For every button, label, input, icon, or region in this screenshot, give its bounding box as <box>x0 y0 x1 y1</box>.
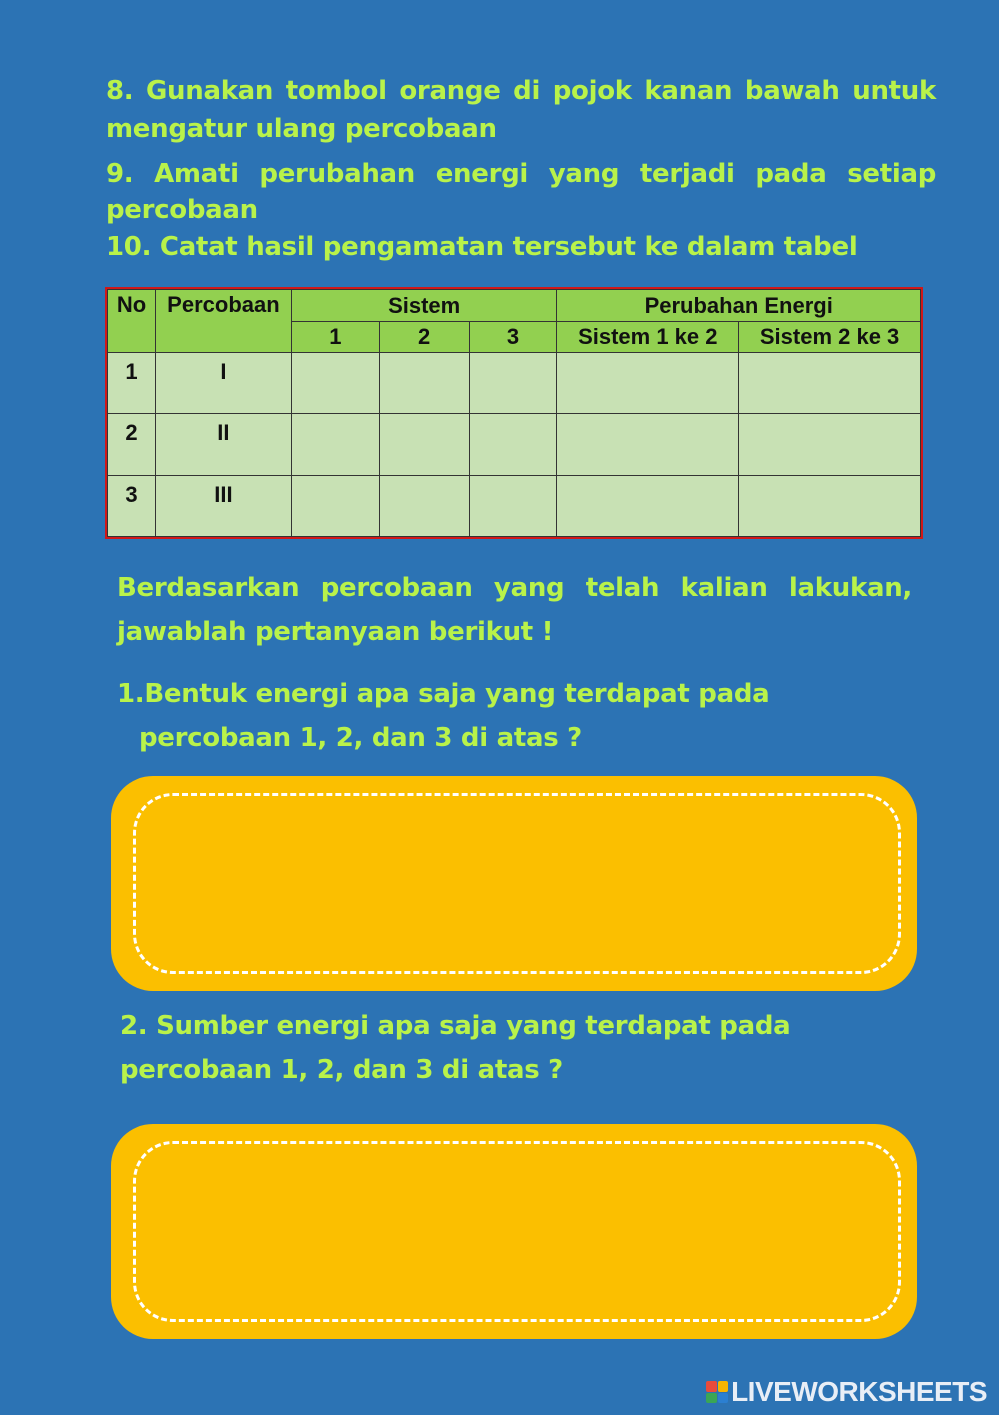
instruction-step-9: 9. Amati perubahan energi yang terjadi pada setiap percobaan <box>106 159 936 225</box>
table-row <box>108 414 921 475</box>
answer-1-input[interactable] <box>151 811 877 956</box>
instruction-step-10: 10. Catat hasil pengamatan tersebut ke dalam tabel <box>106 232 858 262</box>
liveworksheets-logo-icon <box>706 1381 728 1403</box>
liveworksheets-logo-text: LIVEWORKSHEETS <box>731 1376 987 1407</box>
observation-table <box>107 289 921 537</box>
row-no: 1 <box>108 353 156 414</box>
answer-box-1 <box>111 776 917 991</box>
instruction-step-8: 8. Gunakan tombol orange di pojok kanan bawah untuk mengatur ulang percobaan <box>106 76 936 144</box>
header-sistem-3: 3 <box>469 322 557 353</box>
question-1-line-1: 1.Bentuk energi apa saja yang terdapat pada <box>117 679 770 709</box>
cell-sistem-3[interactable] <box>469 414 557 475</box>
header-sistem-1-ke-2: Sistem 1 ke 2 <box>557 322 739 353</box>
observation-table-container <box>105 287 923 539</box>
row-percobaan: III <box>155 475 291 536</box>
question-1 <box>117 672 875 760</box>
header-sistem-2: 2 <box>379 322 469 353</box>
table-row <box>108 475 921 536</box>
question-1-line-2: percobaan 1, 2, dan 3 di atas ? <box>139 723 582 753</box>
header-perubahan-energi: Perubahan Energi <box>557 290 921 322</box>
cell-sistem-2-ke-3[interactable] <box>739 353 921 414</box>
liveworksheets-logo <box>706 1376 987 1408</box>
cell-sistem-3[interactable] <box>469 353 557 414</box>
header-sistem-2-ke-3: Sistem 2 ke 3 <box>739 322 921 353</box>
cell-sistem-1[interactable] <box>291 475 379 536</box>
row-percobaan: II <box>155 414 291 475</box>
cell-sistem-2-ke-3[interactable] <box>739 475 921 536</box>
cell-sistem-1[interactable] <box>291 353 379 414</box>
cell-sistem-1-ke-2[interactable] <box>557 414 739 475</box>
row-percobaan: I <box>155 353 291 414</box>
header-percobaan: Percobaan <box>155 290 291 353</box>
cell-sistem-2[interactable] <box>379 353 469 414</box>
cell-sistem-3[interactable] <box>469 475 557 536</box>
question-2: 2. Sumber energi apa saja yang terdapat pada percobaan 1, 2, dan 3 di atas ? <box>120 1011 791 1085</box>
cell-sistem-1-ke-2[interactable] <box>557 475 739 536</box>
header-sistem-1: 1 <box>291 322 379 353</box>
header-sistem: Sistem <box>291 290 557 322</box>
answer-box-2 <box>111 1124 917 1339</box>
row-no: 2 <box>108 414 156 475</box>
answer-2-input[interactable] <box>151 1159 877 1304</box>
cell-sistem-2[interactable] <box>379 475 469 536</box>
row-no: 3 <box>108 475 156 536</box>
cell-sistem-1[interactable] <box>291 414 379 475</box>
cell-sistem-1-ke-2[interactable] <box>557 353 739 414</box>
header-no: No <box>108 290 156 353</box>
cell-sistem-2[interactable] <box>379 414 469 475</box>
table-row <box>108 353 921 414</box>
questions-intro: Berdasarkan percobaan yang telah kalian lakukan, jawablah pertanyaan berikut ! <box>117 573 912 647</box>
cell-sistem-2-ke-3[interactable] <box>739 414 921 475</box>
